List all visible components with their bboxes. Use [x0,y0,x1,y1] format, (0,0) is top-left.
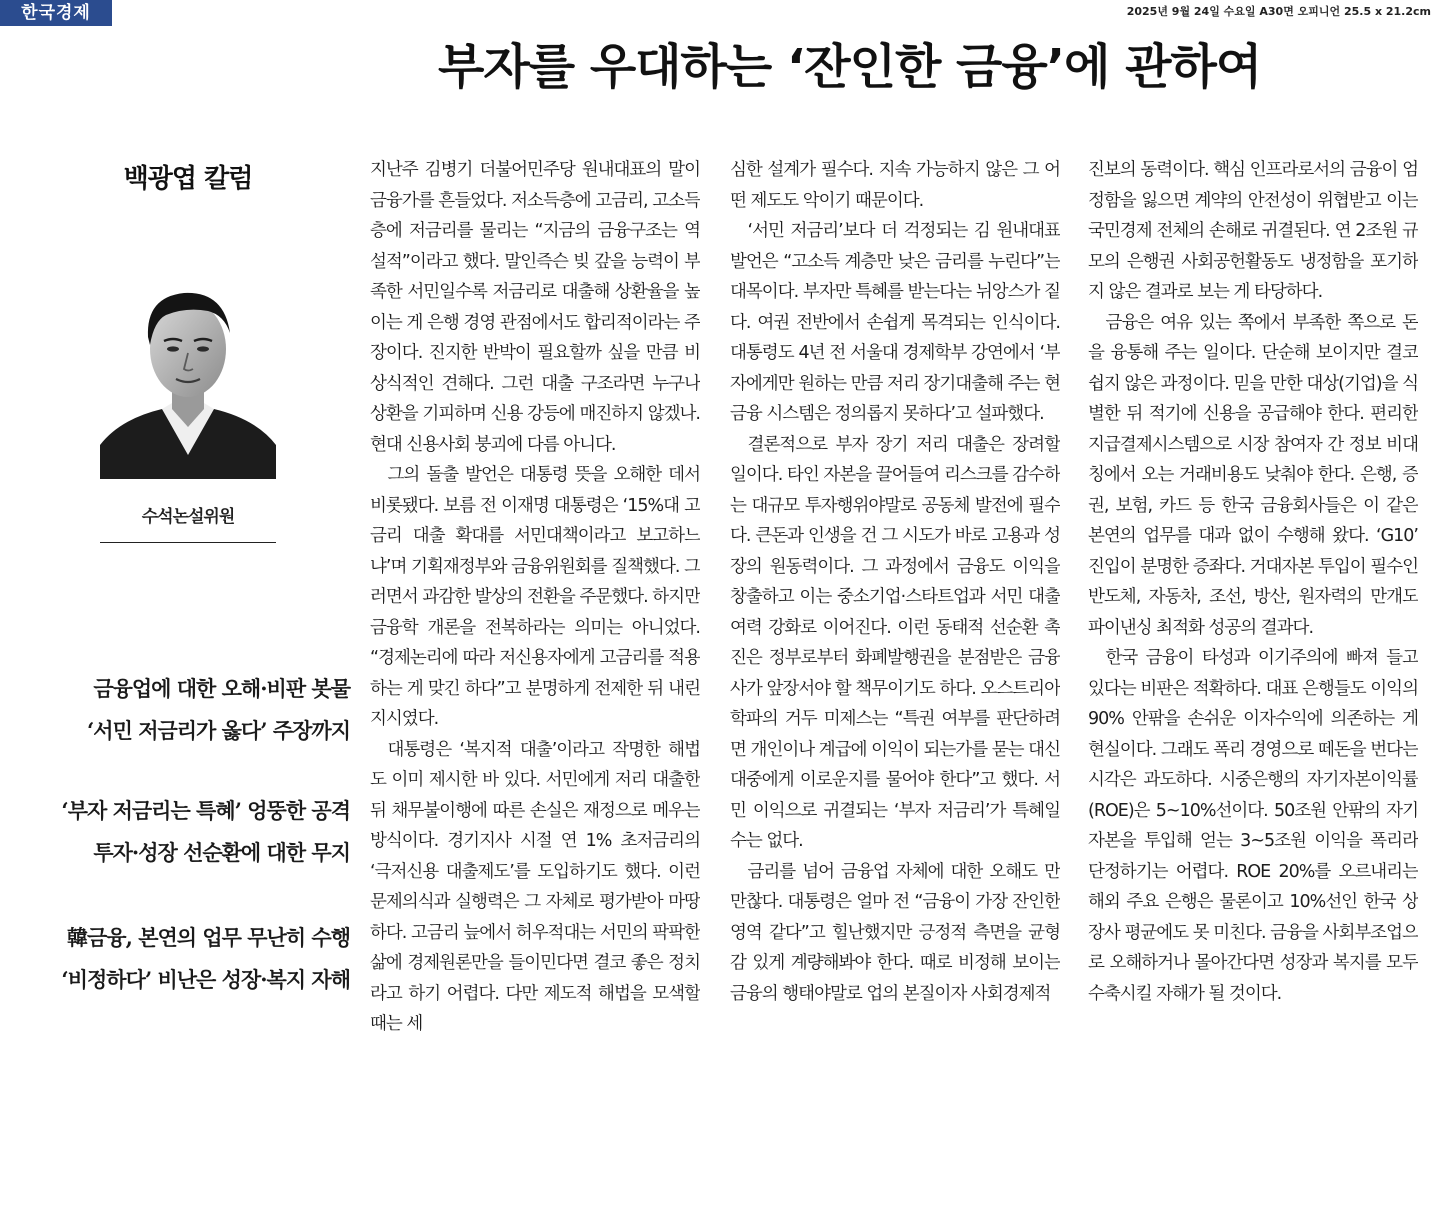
author-title: 수석논설위원 [141,507,235,527]
author-portrait-image [100,267,276,479]
subhead-line: ‘비정하다’ 비난은 성장·복지 자해 [61,967,350,992]
article-paragraph: 지난주 김병기 더불어민주당 원내대표의 말이 금융가를 흔들었다. 저소득층에 고금리, 고소득층에 저금리를 물리는 “지금의 금융구조는 역설적”이라고 했다. 말인즉슨 빚 갚을 능력이 부족한 서민일수록 저금리로 대출해 상환율을 높이는 게 은행 경영 관점에서도 합리적이라는 주장이다. 진지한 반박이 필요할까 싶을 만큼 비상식적인 견해다. 그런 대출 구조라면 누구나 상환을 기피하며 신용 강등에 매진하지 않겠나. 현대 신용사회 붕괴에 다름 아니다. [370,160,700,455]
subhead-line: 금융업에 대한 오해·비판 봇물 [93,676,350,701]
subhead-group [0,917,350,1001]
newspaper-logo: 한국경제 [0,0,112,26]
subhead-group [0,790,350,874]
article-paragraph: 진보의 동력이다. 핵심 인프라로서의 금융이 엄정함을 잃으면 계약의 안전성이 위협받고 이는 국민경제 전체의 손해로 귀결된다. 연 2조원 규모의 은행권 사회공헌활동도 냉정함을 포기하지 않은 결과로 보는 게 타당하다. [1088,160,1418,302]
column-name: 백광엽 칼럼 [123,164,253,194]
article-column-2 [730,155,1060,1217]
subhead-line: 韓금융, 본연의 업무 무난히 수행 [67,925,350,950]
article-paragraph: 한국 금융이 타성과 이기주의에 빠져 들고 있다는 비판은 적확하다. 대표 은행들도 이익의 90% 안팎을 손쉬운 이자수익에 의존하는 게 현실이다. 그래도 폭리 경영으로 떼돈을 번다는 시각은 과도하다. 시중은행의 자기자본이익률(ROE)은 5~10%선이다. 50조원 안팎의 자기자본을 투입해 얻는 3~5조원 이익을 폭리라 단정하기는 어렵다. ROE 20%를 오르내리는 해외 주요 은행은 물론이고 10%선인 한국 상장사 평균에도 못 미친다. 금융을 사회부조업으로 오해하거나 몰아간다면 성장과 복지를 모두 수축시킬 자해가 될 것이다. [1088,648,1418,1004]
subhead-line: 투자·성장 선순환에 대한 무지 [93,840,350,865]
article-column-1 [370,155,700,1217]
article-paragraph: ‘서민 저금리’보다 더 걱정되는 김 원내대표 발언은 “고소득 계층만 낮은 금리를 누린다”는 대목이다. 부자만 특혜를 받는다는 뉘앙스가 짙다. 여권 전반에서 손쉽게 목격되는 인식이다. 대통령도 4년 전 서울대 경제학부 강연에서 ‘부자에게만 원하는 만큼 저리 장기대출해 주는 현 금융 시스템은 정의롭지 못하다’고 설파했다. [730,221,1060,424]
divider [100,542,276,543]
article-paragraph: 금융은 여유 있는 쪽에서 부족한 쪽으로 돈을 융통해 주는 일이다. 단순해 보이지만 결코 쉽지 않은 과정이다. 믿을 만한 대상(기업)을 식별한 뒤 적기에 신용을 공급해야 한다. 편리한 지급결제시스템으로 시장 참여자 간 정보 비대칭에서 오는 거래비용도 낮춰야 한다. 은행, 증권, 보험, 카드 등 한국 금융회사들은 이 같은 본연의 업무를 대과 없이 수행해 왔다. ‘G10’ 진입이 분명한 증좌다. 거대자본 투입이 필수인 반도체, 자동차, 조선, 방산, 원자력의 만개도 파이낸싱 최적화 성공의 결과다. [1088,312,1418,638]
subhead-line: ‘서민 저금리가 옳다’ 주장까지 [87,718,350,743]
article-paragraph: 금리를 넘어 금융업 자체에 대한 오해도 만만찮다. 대통령은 얼마 전 “금융이 가장 잔인한 영역 같다”고 힐난했지만 긍정적 측면을 균형감 있게 계량해봐야 한다. 때로 비정해 보이는 금융의 행태야말로 업의 본질이자 사회경제적 [730,861,1060,1004]
article-paragraph: 결론적으로 부자 장기 저리 대출은 장려할 일이다. 타인 자본을 끌어들여 리스크를 감수하는 대규모 투자행위야말로 공동체 발전에 필수다. 큰돈과 인생을 건 그 시도가 바로 고용과 성장의 원동력이다. 그 과정에서 금융도 이익을 창출하고 이는 중소기업·스타트업과 서민 대출 여력 강화로 이어진다. 이런 동태적 선순환 촉진은 정부로부터 화폐발행권을 분점받은 금융사가 앞장서야 할 책무이기도 하다. 오스트리아학파의 거두 미제스는 “특권 여부를 판단하려면 개인이나 계급에 이익이 되는가를 묻는 대신 대중에게 이로운지를 물어야 한다”고 했다. 서민 이익으로 귀결되는 ‘부자 저금리’가 특혜일 수는 없다. [730,434,1060,851]
article-paragraph: 대통령은 ‘복지적 대출’이라고 작명한 해법도 이미 제시한 바 있다. 서민에게 저리 대출한 뒤 채무불이행에 따른 손실은 재정으로 메우는 방식이다. 경기지사 시절 연 1% 초저금리의 ‘극저신용 대출제도’를 도입하기도 했다. 이런 문제의식과 실행력은 그 자체로 평가받아 마땅하다. 고금리 늪에서 허우적대는 서민의 팍팍한 삶에 경제원론만을 들이민다면 결코 좋은 정치라고 하기 어렵다. 다만 제도적 해법을 모색할 때는 세 [370,739,700,1034]
article-column-3 [1088,155,1418,1217]
article-paragraph: 그의 돌출 발언은 대통령 뜻을 오해한 데서 비롯됐다. 보름 전 이재명 대통령은 ‘15%대 고금리 대출 확대를 서민대책이라고 보고하느냐’며 기획재정부와 금융위원회를 질책했다. 그러면서 과감한 발상의 전환을 주문했다. 하지만 금융학 개론을 전복하라는 의미는 아니었다. “경제논리에 따라 저신용자에게 고금리를 적용하는 게 맞긴 하다”고 분명하게 전제한 뒤 내린 지시였다. [370,465,700,729]
headline: 부자를 우대하는 ‘잔인한 금융’에 관하여 [438,39,1262,95]
subhead-line: ‘부자 저금리는 특혜’ 엉뚱한 공격 [61,798,350,823]
author-portrait [100,267,276,479]
article-paragraph: 심한 설계가 필수다. 지속 가능하지 않은 그 어떤 제도도 악이기 때문이다. [730,160,1060,211]
edition-info: 2025년 9월 24일 수요일 A30면 오피니언 25.5 x 21.2cm [1126,5,1431,18]
subhead-group [0,668,350,752]
